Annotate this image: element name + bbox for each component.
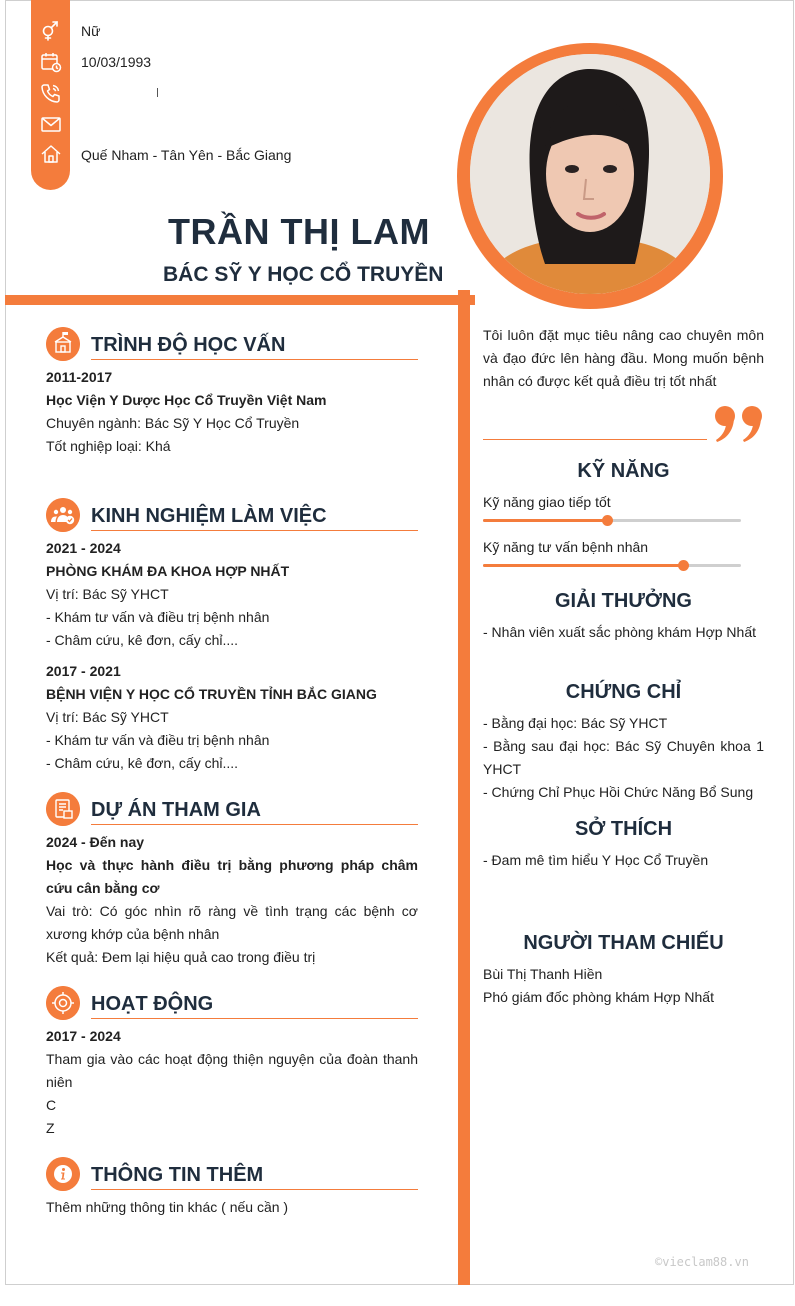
education-major: Chuyên ngành: Bác Sỹ Y Học Cổ Truyền [46, 415, 300, 431]
skill-1-fill [483, 519, 607, 522]
more-info-heading: THÔNG TIN THÊM [91, 1164, 264, 1186]
address-text: Quế Nham - Tân Yên - Bắc Giang [81, 147, 292, 163]
job-1-period: 2021 - 2024 [46, 540, 121, 556]
gender-text: Nữ [81, 23, 101, 39]
activity-desc: Tham gia vào các hoạt động thiện nguyện của đoàn thanh niên [46, 1051, 418, 1090]
activity-icon [46, 986, 80, 1020]
more-info-text: Thêm những thông tin khác ( nếu cần ) [46, 1199, 289, 1215]
gender-icon [40, 20, 62, 42]
projects-heading: DỰ ÁN THAM GIA [91, 799, 261, 821]
activity-period: 2017 - 2024 [46, 1028, 121, 1044]
projects-rule [91, 824, 418, 825]
info-icon [46, 1157, 80, 1191]
reference-position: Phó giám đốc phòng khám Hợp Nhất [483, 989, 714, 1005]
certificate-3: - Chứng Chỉ Phục Hồi Chức Năng Bổ Sung [483, 784, 754, 800]
skill-1-knob [602, 515, 613, 526]
header-divider [5, 295, 475, 305]
column-divider [458, 290, 470, 1285]
profile-photo [470, 54, 710, 294]
project-name: Học và thực hành điều trị bằng phương pháp châm cứu cân bằng cơ [46, 857, 418, 896]
certificate-1: - Bằng đại học: Bác Sỹ YHCT [483, 715, 668, 731]
candidate-title: BÁC SỸ Y HỌC CỔ TRUYỀN [163, 263, 444, 286]
activities-rule [91, 1018, 418, 1019]
job-1-duty-1: - Khám tư vấn và điều trị bệnh nhân [46, 609, 270, 625]
education-period: 2011-2017 [46, 369, 113, 385]
hobbies-heading: SỞ THÍCH [574, 818, 673, 840]
career-objective: Tôi luôn đặt mục tiêu nâng cao chuyên môn và đạo đức lên hàng đầu. Mong muốn bệnh nhân có được kết quả điều trị tốt nhất [483, 327, 764, 389]
home-icon [40, 143, 62, 165]
hobby-1: - Đam mê tìm hiểu Y Học Cổ Truyền [483, 852, 709, 868]
birthday-text: 10/03/1993 [81, 54, 152, 70]
activity-extra-2: Z [46, 1120, 55, 1136]
awards-heading: GIẢI THƯỞNG [555, 590, 692, 612]
skill-2-knob [678, 560, 689, 571]
skill-1-label: Kỹ năng giao tiếp tốt [483, 494, 611, 510]
phone-icon [40, 82, 62, 104]
education-heading: TRÌNH ĐỘ HỌC VẤN [91, 334, 286, 356]
quote-icon [714, 405, 766, 443]
education-school: Học Viện Y Dược Học Cổ Truyền Việt Nam [46, 392, 327, 408]
certificate-2: - Bằng sau đại học: Bác Sỹ Chuyên khoa 1 YHCT [483, 738, 764, 777]
calendar-icon [40, 51, 62, 73]
award-1: - Nhân viên xuất sắc phòng khám Hợp Nhất [483, 624, 756, 640]
document-icon [46, 792, 80, 826]
job-2-duty-1: - Khám tư vấn và điều trị bệnh nhân [46, 732, 270, 748]
skill-1-bar [483, 519, 741, 522]
certificates-heading: CHỨNG CHỈ [565, 681, 682, 703]
job-2-period: 2017 - 2021 [46, 663, 121, 679]
school-icon [46, 327, 80, 361]
objective-rule [483, 439, 707, 440]
skill-2-label: Kỹ năng tư vấn bệnh nhân [483, 539, 649, 555]
education-grade: Tốt nghiệp loại: Khá [46, 438, 171, 454]
skill-2-bar [483, 564, 741, 567]
team-icon [46, 498, 80, 532]
watermark: ©vieclam88.vn [655, 1255, 749, 1269]
more-info-rule [91, 1189, 418, 1190]
job-1-position: Vị trí: Bác Sỹ YHCT [46, 586, 169, 602]
reference-name: Bùi Thị Thanh Hiền [483, 966, 603, 982]
skills-heading: KỸ NĂNG [577, 460, 670, 482]
project-period: 2024 - Đến nay [46, 834, 145, 850]
job-2-position: Vị trí: Bác Sỹ YHCT [46, 709, 169, 725]
project-result: Kết quả: Đem lại hiệu quả cao trong điều trị [46, 949, 316, 965]
activity-extra-1: C [46, 1097, 57, 1113]
portrait-illustration [470, 54, 710, 294]
project-role: Vai trò: Có góc nhìn rõ ràng về tình trạng các bệnh cơ xương khớp của bệnh nhân [46, 903, 418, 942]
activities-heading: HOẠT ĐỘNG [91, 993, 214, 1015]
job-1-duty-2: - Châm cứu, kê đơn, cấy chỉ.... [46, 632, 239, 648]
job-2-duty-2: - Châm cứu, kê đơn, cấy chỉ.... [46, 755, 239, 771]
candidate-name: TRẦN THỊ LAM [168, 211, 430, 252]
experience-rule [91, 530, 418, 531]
education-rule [91, 359, 418, 360]
reference-heading: NGƯỜI THAM CHIẾU [523, 932, 724, 954]
mail-icon [40, 113, 62, 135]
job-2-company: BỆNH VIỆN Y HỌC CỔ TRUYỀN TỈNH BẮC GIANG [46, 686, 377, 702]
skill-2-fill [483, 564, 683, 567]
job-1-company: PHÒNG KHÁM ĐA KHOA HỢP NHẤT [46, 563, 290, 579]
experience-heading: KINH NGHIỆM LÀM VIỆC [91, 505, 327, 527]
phone-cursor [157, 88, 158, 97]
